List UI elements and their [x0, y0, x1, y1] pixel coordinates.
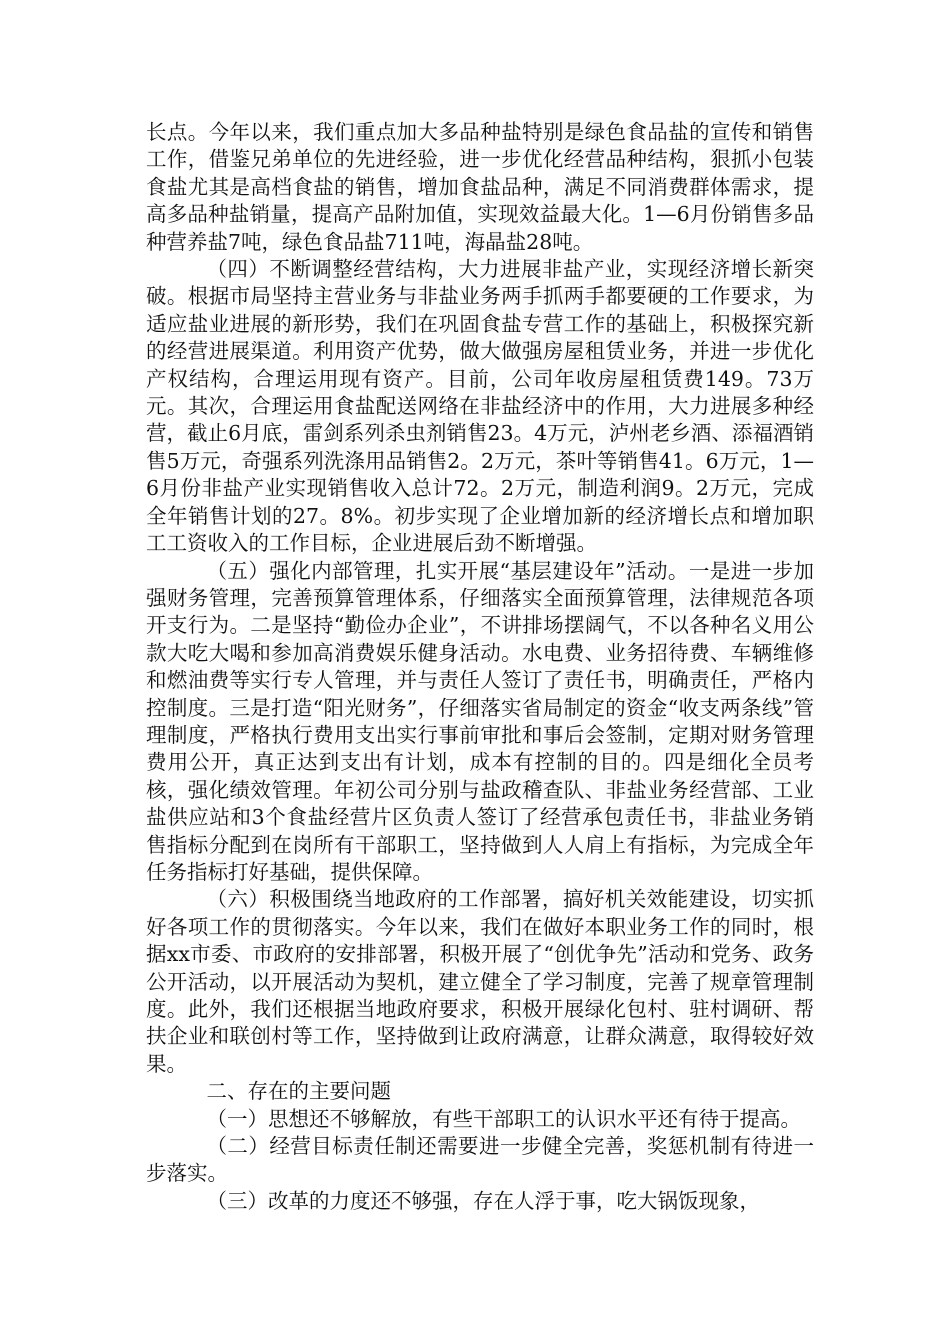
paragraph-product-sales: 长点。今年以来，我们重点加大多品种盐特别是绿色食品盐的宣传和销售工作，借鉴兄弟单位的先进经验，进一步优化经营品种结构，狠抓小包装食盐尤其是高档食盐的销售，增加食盐品种，满足不同消费群体需求，提高多品种盐销量，提高产品附加值，实现效益最大化。1—6月份销售多品种营养盐7吨，绿色食品盐711吨，海晶盐28吨。 — [146, 120, 814, 254]
paragraph-government-work: （六）积极围绕当地政府的工作部署，搞好机关效能建设，切实抓好各项工作的贯彻落实。今年以来，我们在做好本职业务工作的同时，根据xx市委、市政府的安排部署，积极开展了“创优争先”活动和党务、政务公开活动，以开展活动为契机，建立健全了学习制度，完善了规章管理制度。此外，我们还根据当地政府要求，积极开展绿化包村、驻村调研、帮扶企业和联创村等工作，坚持做到让政府满意，让群众满意，取得较好效果。 — [146, 887, 814, 1076]
section-heading-main-problems: 二、存在的主要问题 — [206, 1079, 391, 1104]
document-page — [146, 119, 814, 1215]
problem-item-1: （一）思想还不够解放，有些干部职工的认识水平还有待于提高。 — [206, 1106, 801, 1131]
problem-item-2: （二）经营目标责任制还需要进一步健全完善，奖惩机制有待进一步落实。 — [146, 1134, 814, 1186]
problem-item-3: （三）改革的力度还不够强，存在人浮于事，吃大锅饭现象， — [206, 1188, 760, 1213]
paragraph-non-salt-industry: （四）不断调整经营结构，大力进展非盐产业，实现经济增长新突破。根据市局坚持主营业务与非盐业务两手抓两手都要硬的工作要求，为适应盐业进展的新形势，我们在巩固食盐专营工作的基础上，积极探究新的经营进展渠道。利用资产优势，做大做强房屋租赁业务，并进一步优化产权结构，合理运用现有资产。目前，公司年收房屋租赁费149。73万元。其次，合理运用食盐配送网络在非盐经济中的作用，大力进展多种经营，截止6月底，雷剑系列杀虫剂销售23。4万元，泸州老乡酒、添福酒销售5万元，奇强系列洗涤用品销售2。2万元，茶叶等销售41。6万元，1—6月份非盐产业实现销售收入总计72。2万元，制造利润9。2万元，完成全年销售计划的27。8%。初步实现了企业增加新的经济增长点和增加职工工资收入的工作目标，企业进展后劲不断增强。 — [146, 257, 814, 556]
paragraph-internal-management: （五）强化内部管理，扎实开展“基层建设年”活动。一是进一步加强财务管理，完善预算管理体系，仔细落实全面预算管理，法律规范各项开支行为。二是坚持“勤俭办企业”，不讲排场摆阔气，不以各种名义用公款大吃大喝和参加高消费娱乐健身活动。水电费、业务招待费、车辆维修和燃油费等实行专人管理，并与责任人签订了责任书，明确责任，严格内控制度。三是打造“阳光财务”，仔细落实省局制定的资金“收支两条线”管理制度，严格执行费用支出实行事前审批和事后会签制，定期对财务管理费用公开，真正达到支出有计划，成本有控制的目的。四是细化全员考核，强化绩效管理。年初公司分别与盐政稽查队、非盐业务经营部、工业盐供应站和3个食盐经营片区负责人签订了经营承包责任书，非盐业务销售指标分配到在岗所有干部职工，坚持做到人人肩上有指标，为完成全年任务指标打好基础，提供保障。 — [146, 558, 814, 884]
